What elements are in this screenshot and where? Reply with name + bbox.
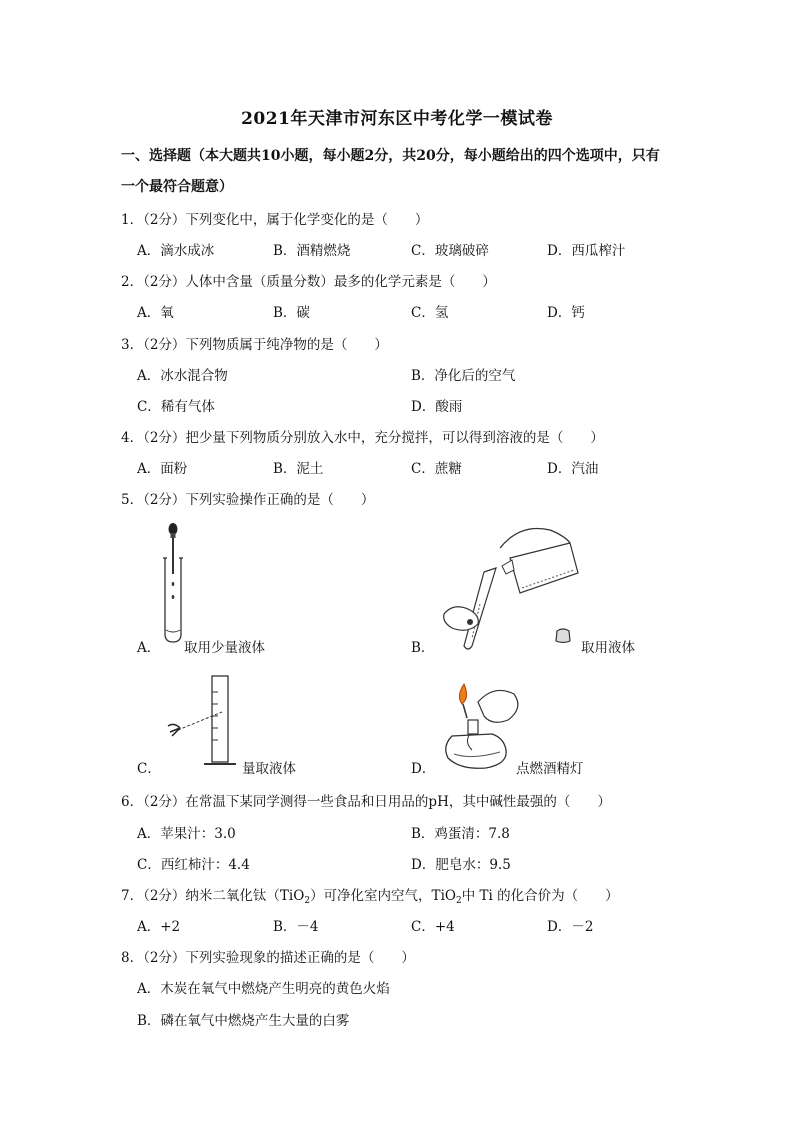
question-5-option-d[interactable]: D． [411,761,436,777]
question-7-option-b[interactable]: B．－4 [273,919,319,935]
stopper-icon [553,627,573,645]
question-2-option-d[interactable]: D．钙 [547,305,585,321]
question-1-option-b[interactable]: B．酒精燃烧 [273,243,351,259]
question-3-option-d[interactable]: D．酸雨 [411,399,463,415]
question-2-option-b[interactable]: B．碳 [273,305,310,321]
measuring-cylinder-icon [160,672,246,772]
section-heading-line2: 一个最符合题意） [121,179,233,195]
question-5-caption-d: 点燃酒精灯 [516,761,584,777]
question-1-option-c[interactable]: C．玻璃破碎 [411,243,489,259]
question-8-stem: 8．（2分）下列实验现象的描述正确的是（ ） [121,950,415,966]
alcohol-lamp-icon [434,680,524,776]
question-5-option-c[interactable]: C． [137,761,161,777]
question-6-option-a[interactable]: A．苹果汁：3.0 [137,826,236,842]
page-title: 2021年天津市河东区中考化学一模试卷 [241,109,553,129]
question-7-stem: 7．（2分）纳米二氧化钛（TiO$_2$）可净化室内空气，TiO$_2$中 Ti 的化合价为（ ） [121,888,619,906]
question-7-option-d[interactable]: D．－2 [547,919,594,935]
question-2-option-c[interactable]: C．氢 [411,305,449,321]
dropper-test-tube-icon [158,522,188,644]
question-7-option-c[interactable]: C．+4 [411,919,455,935]
question-2-option-a[interactable]: A．氧 [137,305,174,321]
question-8-option-b[interactable]: B．磷在氧气中燃烧产生大量的白雾 [137,1013,350,1029]
question-1-option-d[interactable]: D．西瓜榨汁 [547,243,626,259]
question-5-stem: 5．（2分）下列实验操作正确的是（ ） [121,492,375,508]
question-8-option-a[interactable]: A．木炭在氧气中燃烧产生明亮的黄色火焰 [137,981,390,997]
question-5-caption-c: 量取液体 [242,761,296,777]
question-4-stem: 4．（2分）把少量下列物质分别放入水中，充分搅拌，可以得到溶液的是（ ） [121,430,604,446]
question-3-option-b[interactable]: B．净化后的空气 [411,368,516,384]
section-heading-line1: 一、选择题（本大题共10小题，每小题2分，共20分，每小题给出的四个选项中，只有 [121,148,660,164]
question-5-option-b[interactable]: B． [411,640,435,656]
question-6-option-c[interactable]: C．西红柿汁：4.4 [137,857,250,873]
question-4-option-b[interactable]: B．泥土 [273,461,324,477]
question-4-option-d[interactable]: D．汽油 [547,461,599,477]
question-2-stem: 2．（2分）人体中含量（质量分数）最多的化学元素是（ ） [121,274,496,290]
question-3-option-c[interactable]: C．稀有气体 [137,399,215,415]
question-6-stem: 6．（2分）在常温下某同学测得一些食品和日用品的pH，其中碱性最强的（ ） [121,794,611,810]
question-1-option-a[interactable]: A．滴水成冰 [137,243,215,259]
question-6-option-b[interactable]: B．鸡蛋清：7.8 [411,826,510,842]
question-5-caption-a: 取用少量液体 [184,640,265,656]
question-6-option-d[interactable]: D．肥皂水：9.5 [411,857,511,873]
question-3-stem: 3．（2分）下列物质属于纯净物的是（ ） [121,337,388,353]
question-3-option-a[interactable]: A．冰水混合物 [137,368,228,384]
question-4-option-a[interactable]: A．面粉 [137,461,188,477]
question-5-caption-b: 取用液体 [581,640,635,656]
question-5-option-a[interactable]: A． [137,640,161,656]
question-7-option-a[interactable]: A．+2 [137,919,181,935]
question-4-option-c[interactable]: C．蔗糖 [411,461,462,477]
question-1-stem: 1．（2分）下列变化中，属于化学变化的是（ ） [121,212,429,228]
